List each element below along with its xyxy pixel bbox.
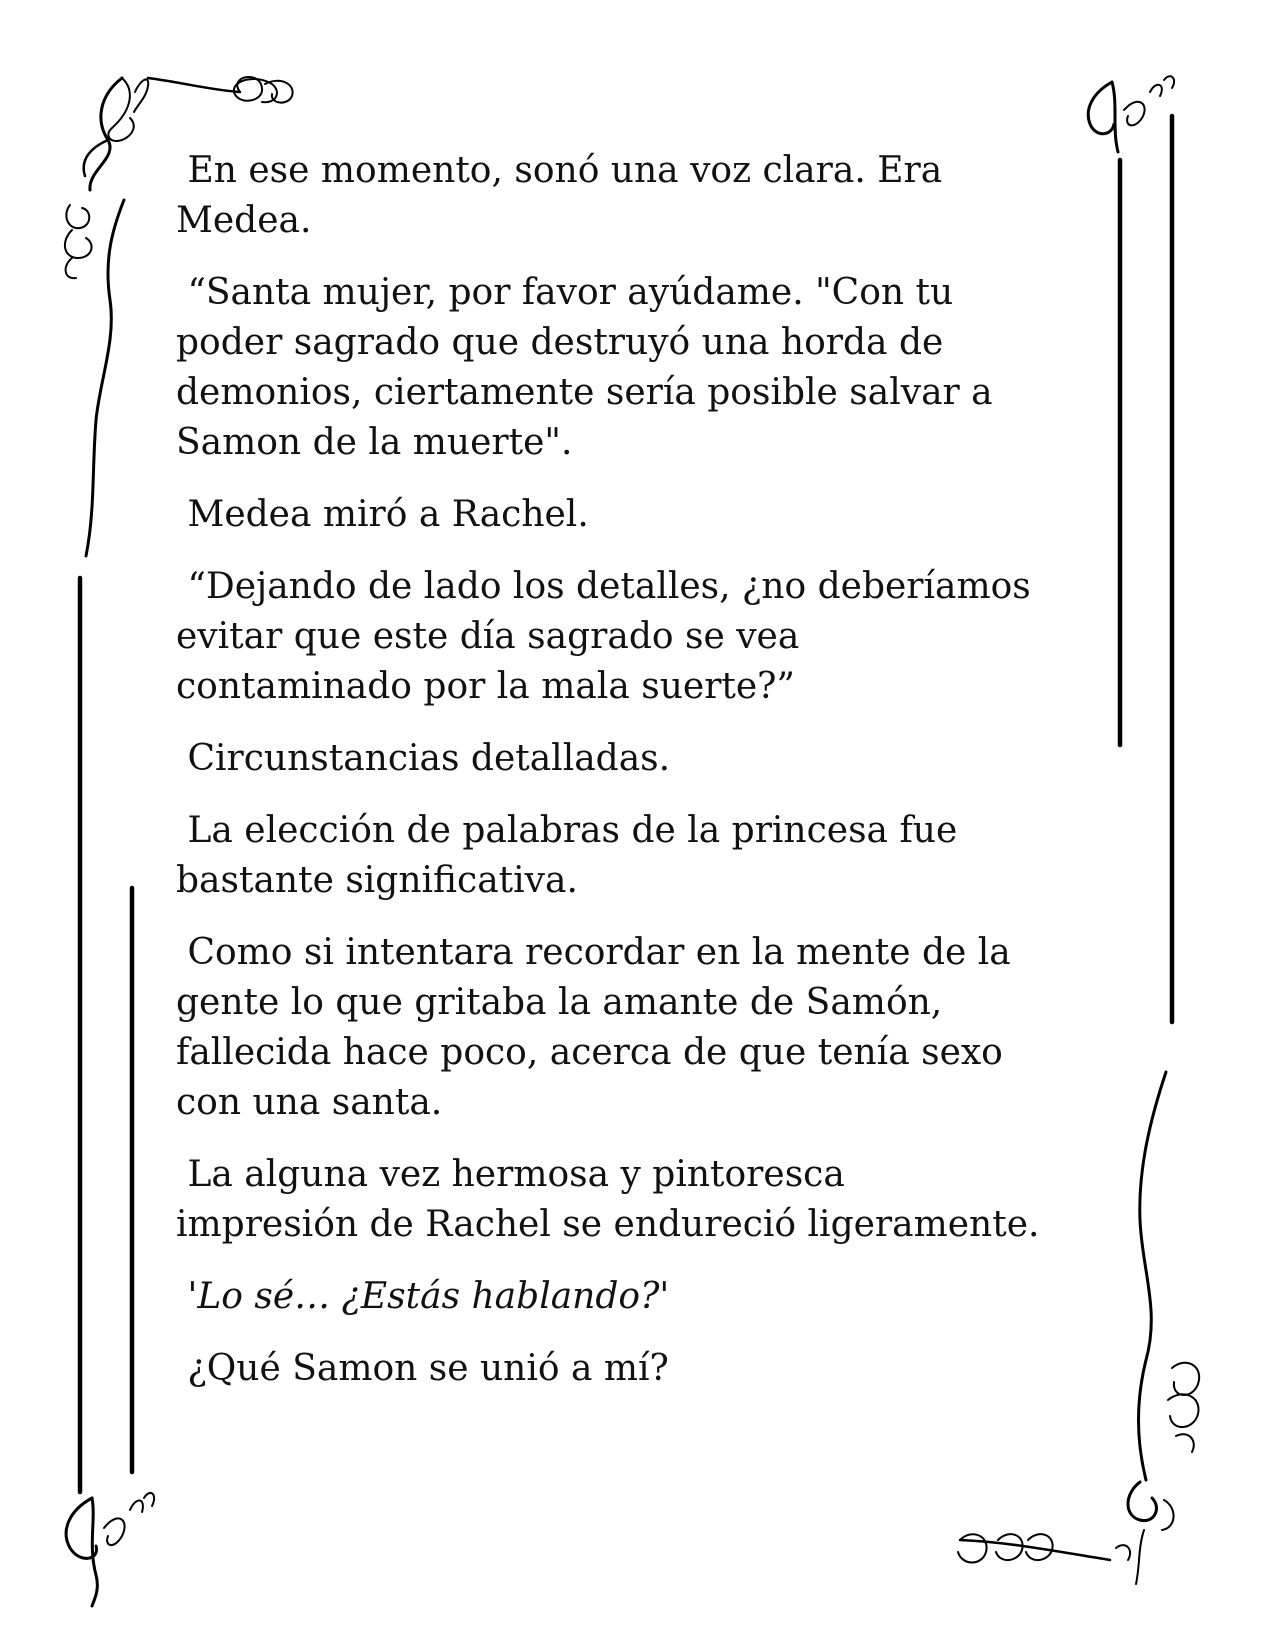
text-line: evitar que este día sagrado se vea: [176, 616, 800, 657]
text-line: Medea.: [176, 200, 312, 241]
paragraph: [176, 1150, 1076, 1250]
paragraph: [176, 1272, 1076, 1322]
paragraph: [176, 562, 1076, 712]
text-line: demonios, ciertamente sería posible salvar a: [176, 372, 993, 413]
paragraph: [176, 490, 1076, 540]
top-right-flourish: [1088, 76, 1174, 152]
text-line: “Santa mujer, por favor ayúdame. "Con tu: [176, 272, 954, 313]
document-body: [176, 146, 1076, 1394]
text-line: Circunstancias detalladas.: [176, 738, 671, 779]
text-line: Samon de la muerte".: [176, 422, 573, 463]
text-line: La alguna vez hermosa y pintoresca: [176, 1154, 845, 1195]
paragraph: [176, 734, 1076, 784]
text-line: gente lo que gritaba la amante de Samón,: [176, 982, 943, 1023]
paragraph: [176, 268, 1076, 468]
text-line: contaminado por la mala suerte?”: [176, 666, 795, 707]
text-line: impresión de Rachel se endureció ligeramente.: [176, 1204, 1040, 1245]
text-line: ¿Qué Samon se unió a mí?: [176, 1348, 669, 1389]
text-line: con una santa.: [176, 1082, 443, 1123]
text-line: 'Lo sé… ¿Estás hablando?': [176, 1276, 670, 1317]
text-line: poder sagrado que destruyó una horda de: [176, 322, 944, 363]
text-line: bastante significativa.: [176, 860, 578, 901]
paragraph: [176, 806, 1076, 906]
text-line: Medea miró a Rachel.: [176, 494, 589, 535]
paragraph: [176, 1344, 1076, 1394]
paragraph: [176, 146, 1076, 246]
text-line: En ese momento, sonó una voz clara. Era: [176, 150, 943, 191]
paragraph: [176, 928, 1076, 1128]
text-line: “Dejando de lado los detalles, ¿no deberíamos: [176, 566, 1031, 607]
text-line: fallecida hace poco, acerca de que tenía sexo: [176, 1032, 1003, 1073]
text-line: La elección de palabras de la princesa fue: [176, 810, 958, 851]
bottom-left-flourish: [66, 1493, 154, 1606]
text-line: Como si intentara recordar en la mente de la: [176, 932, 1011, 973]
